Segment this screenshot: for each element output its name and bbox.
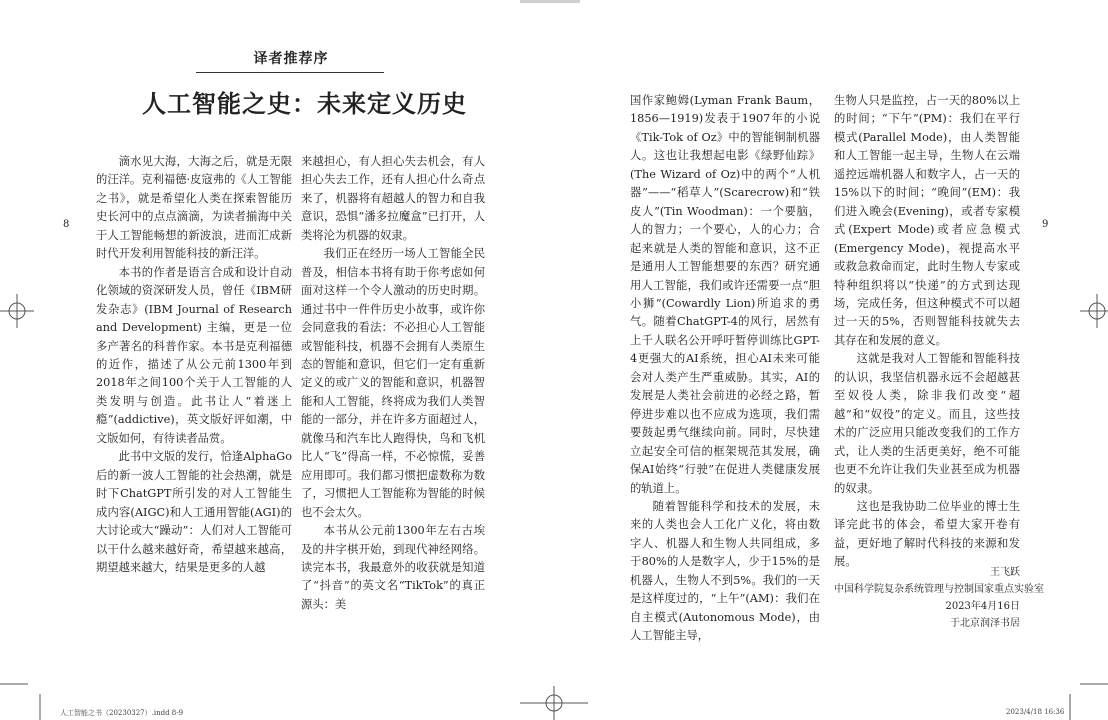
crop-mark-bottom-left-icon xyxy=(0,676,50,720)
paragraph: 滴水见大海，大海之后，就是无限的汪洋。克利福德·皮寇弗的《人工智能之书》，就是希望化人类在探索智能历史长河中的点点滴滴，为读者揃海中关于人工智能畅想的新波浪，进而汇成新时代开发利用智能科技的新汪洋。 xyxy=(96,155,292,261)
paragraph: 生物人只是监控，占一天的80%以上的时间；“下午”(PM)：我们在平行模式(Parallel Mode)，由人类智能和人工智能一起主导，生物人在云端遥控远端机器人和数字人，占一天的15%以下的时间；“晚间”(EM)：我们进入晚会(Evening)，或者专家模式(Expert Mode)或者应急模式(Emergency Mode)，视提高水平或救急救命而定，此时生物人专家或特种组织将以“快递”的方式到达现场，完成任务，但这种模式不可以超过一天的5%，否则智能科技就失去其存在和发展的意义。 xyxy=(834,94,1020,347)
paragraph: 这也是我协助二位毕业的博士生译完此书的体会，希望大家开卷有益，更好地了解时代科技的来源和发展。 xyxy=(834,499,1020,569)
signature-name: 王飞跃 xyxy=(990,567,1020,578)
signature-block xyxy=(834,564,1044,632)
registration-mark-bottom-icon xyxy=(520,686,588,720)
paragraph: 来越担心，有人担心失去机会，有人担心失去工作，还有人担心什么奇点来了，机器将有超越人的智力和自我意识，恐惧“潘多拉魔盒”已打开，人类将沦为机器的奴隶。 xyxy=(301,155,485,242)
registration-mark-left-icon xyxy=(0,294,34,328)
signature-affiliation: 中国科学院复杂系统管理与控制国家重点实验室 xyxy=(834,584,1044,595)
paragraph: 我们正在经历一场人工智能全民普及，相信本书将有助于你考虑如何面对这样一个令人激动的历史时期。通过书中一件件历史小故事，或许你会同意我的看法：不必担心人工智能或智能科技，机器不会拥有人类原生态的智能和意识，但它们一定有重新定义的或广义的智能和意识，机器智能和人工智能，终将成为我们人类智能的一部分，并在许多方面超过人，就像马和汽车比人跑得快，鸟和飞机比人“飞”得高一样，不必惊慌，妥善应用即可。我们都习惯把虚数称为数了，习惯把人工智能称为智能的时候也不会太久。 xyxy=(301,247,485,519)
text-column-2 xyxy=(301,153,485,614)
top-edge-bar xyxy=(520,0,580,3)
footer-timestamp: 2023/4/18 16:36 xyxy=(1006,708,1065,716)
text-column-1 xyxy=(96,153,292,577)
paragraph: 此书中文版的发行，恰逢AlphaGo后的新一波人工智能的社会热潮，就是时下ChatGPT所引发的对人工智能生成内容(AIGC)和人工通用智能(AGI)的大讨论或大“躁动”：人们对人工智能可以干什么越来越好奇，希望越来越高，期望越来越大，结果是更多的人越 xyxy=(96,450,292,574)
paragraph: 国作家鲍姆(Lyman Frank Baum，1856—1919)发表于1907年的小说《Tik-Tok of Oz》中的智能铜制机器人。这也让我想起电影《绿野仙踪》(The Wizard of Oz)中的两个“人机器”——“稻草人”(Scarecrow)和“铁皮人”(Tin Woodman)：一个要脑，人的智力；一个要心，人的心力；合起来就是人类的智能和意识，这不正是通用人工智能想要的东西？研究通用人工智能，我们或许还需要一点“胆小狮”(Cowardly Lion)所追求的勇气。随着ChatGPT-4的风行，居然有上千人联名公开呼吁暂停训练比GPT-4更强大的AI系统，担心AI未来可能会对人类产生严重威胁。其实，AI的发展是人类社会前进的必经之路，暂停进步难以也不应成为选项，我们需要鼓起勇气继续向前。同时，尽快建立起安全可信的框架规范其发展，确保AI始终“行驶”在促进人类健康发展的轨道上。 xyxy=(630,94,820,495)
page-number-left: 8 xyxy=(63,219,70,230)
text-column-4 xyxy=(834,92,1020,572)
signature-date: 2023年4月16日 xyxy=(945,601,1020,612)
text-column-3 xyxy=(630,92,820,646)
signature-place: 于北京润泽书居 xyxy=(950,618,1020,629)
registration-mark-right-icon xyxy=(1080,294,1108,328)
section-rule xyxy=(196,72,384,73)
section-label: 译者推荐序 xyxy=(253,51,329,67)
crop-mark-bottom-right-icon xyxy=(1060,676,1108,720)
page-title: 人工智能之史：未来定义历史 xyxy=(142,90,467,118)
footer-file-info: 人工智能之书（20230327）.indd 8-9 xyxy=(60,709,184,717)
page-number-right: 9 xyxy=(1042,219,1049,230)
paragraph: 这就是我对人工智能和智能科技的认识，我坚信机器永远不会超越甚至奴役人类，除非我们改变“超越”和“奴役”的定义。而且，这些技术的广泛应用只能改变我们的工作方式，让人类的生活更美好，绝不可能也更不允许让我们失业甚至成为机器的奴隶。 xyxy=(834,352,1020,495)
paragraph: 随着智能科学和技术的发展，未来的人类也会人工化广义化，将由数字人、机器人和生物人共同组成，多于80%的人是数字人，少于15%的是机器人，生物人不到5%。我们的一天是这样度过的，“上午”(AM)：我们在自主模式(Autonomous Mode)，由人工智能主导， xyxy=(630,499,820,643)
paragraph: 本书的作者是语言合成和设计自动化领域的资深研发人员，曾任《IBM研发杂志》(IBM Journal of Research and Development) 主编，更是一位多产著名的科普作家。本书是克利福德的近作，描述了从公元前1300年到2018年之间100个关于人工智能的人类发明与创造。此书让人“着迷上瘾”(addictive)，英文版好评如潮，中文版如何，有待读者品赏。 xyxy=(96,265,292,445)
paragraph: 本书从公元前1300年左右古埃及的井字棋开始，到现代神经网络。读完本书，我最意外的收获就是知道了“抖音”的英文名“TikTok”的真正源头：美 xyxy=(301,524,485,611)
